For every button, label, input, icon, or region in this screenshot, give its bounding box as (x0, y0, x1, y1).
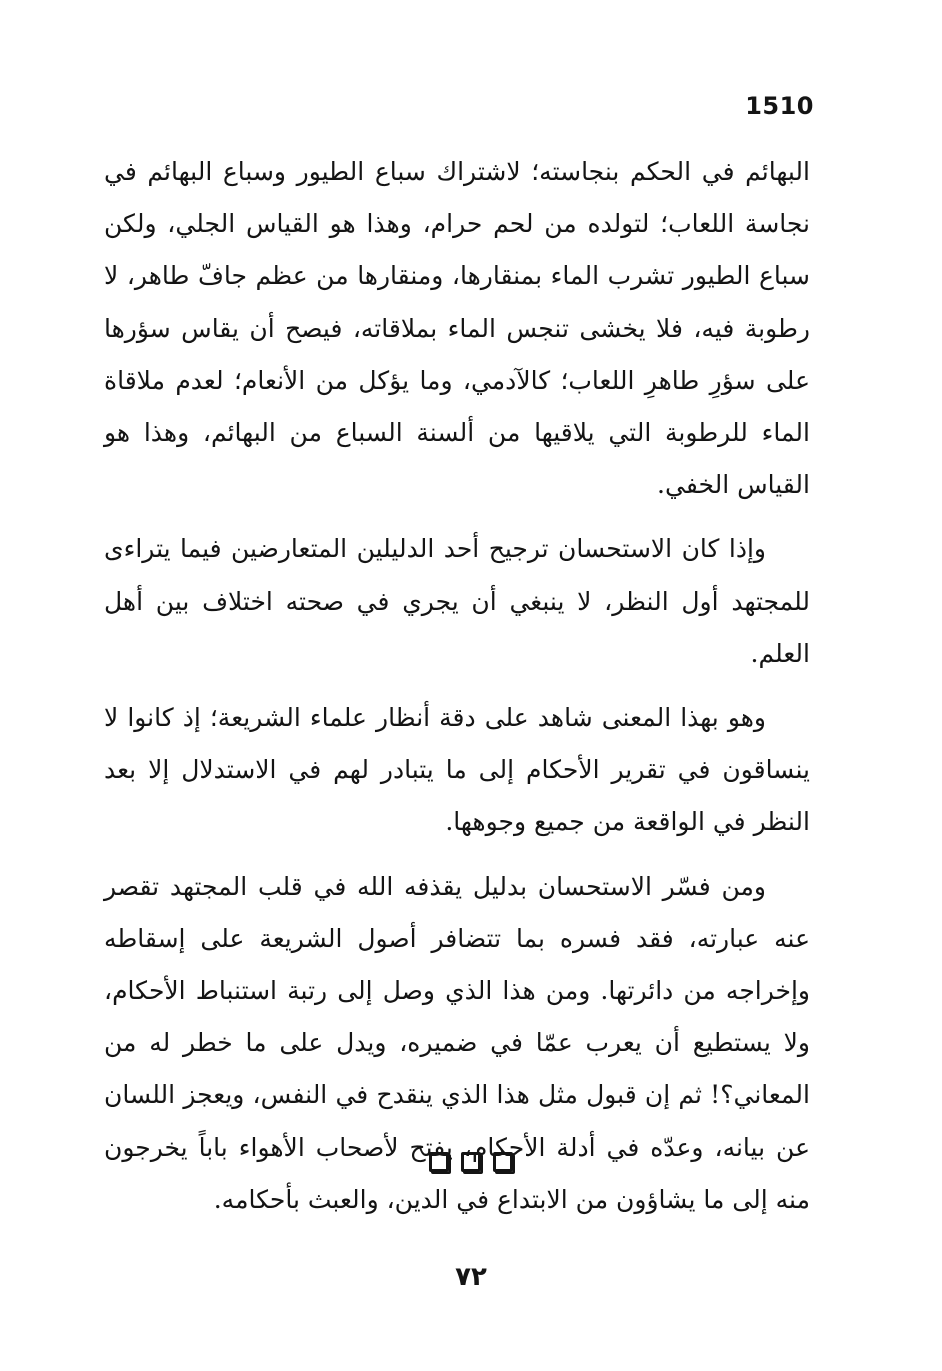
square-ornament-icon (429, 1152, 449, 1172)
square-ornament-icon (461, 1152, 481, 1172)
page-id-number: 1510 (745, 92, 814, 120)
body-text (104, 146, 810, 1226)
page-number: ٧٢ (455, 1262, 487, 1292)
paragraph-3: وهو بهذا المعنى شاهد على دقة أنظار علماء الشريعة؛ إذ كانوا لا ينساقون في تقرير الأحكام إلى ما يتبادر لهم في الاستدلال إلا بعد النظر في الواقعة من جميع وجوهها. (104, 703, 810, 837)
paragraph-2: وإذا كان الاستحسان ترجيح أحد الدليلين المتعارضين فيما يتراءى للمجتهد أول النظر، لا ينبغي أن يجري في صحته اختلاف بين أهل العلم. (104, 534, 810, 668)
paragraph-4: ومن فسّر الاستحسان بدليل يقذفه الله في قلب المجتهد تقصر عنه عبارته، فقد فسره بما تتضافر أصول الشريعة على إسقاطه وإخراجه من دائرتها. ومن هذا الذي وصل إلى رتبة استنباط الأحكام، ولا يستطيع أن يعرب عمّا في ضميره، ويدل على ما خطر له من المعاني؟! ثم إن قبول مثل هذا الذي ينقدح في النفس، ويعجز اللسان عن بيانه، وعدّه في أدلة الأحكام، يفتح لأصحاب الأهواء باباً يخرجون منه إلى ما يشاؤون من الابتداع في الدين، والعبث بأحكامه. (104, 871, 810, 1214)
paragraph-1: البهائم في الحكم بنجاسته؛ لاشتراك سباع الطيور وسباع البهائم في نجاسة اللعاب؛ لتولده من لحم حرام، وهذا هو القياس الجلي، ولكن سباع الطيور تشرب الماء بمنقارها، ومنقارها من عظم جافّ طاهر، لا رطوبة فيه، فلا يخشى تنجس الماء بملاقاته، فيصح أن يقاس سؤرها على سؤرِ طاهرِ اللعاب؛ كالآدمي، وما يؤكل من الأنعام؛ لعدم ملاقاة الماء للرطوبة التي يلاقيها من ألسنة السباع من البهائم، وهذا هو القياس الخفي. (104, 157, 810, 500)
square-ornament-icon (493, 1152, 513, 1172)
section-end-ornament (0, 1152, 942, 1172)
